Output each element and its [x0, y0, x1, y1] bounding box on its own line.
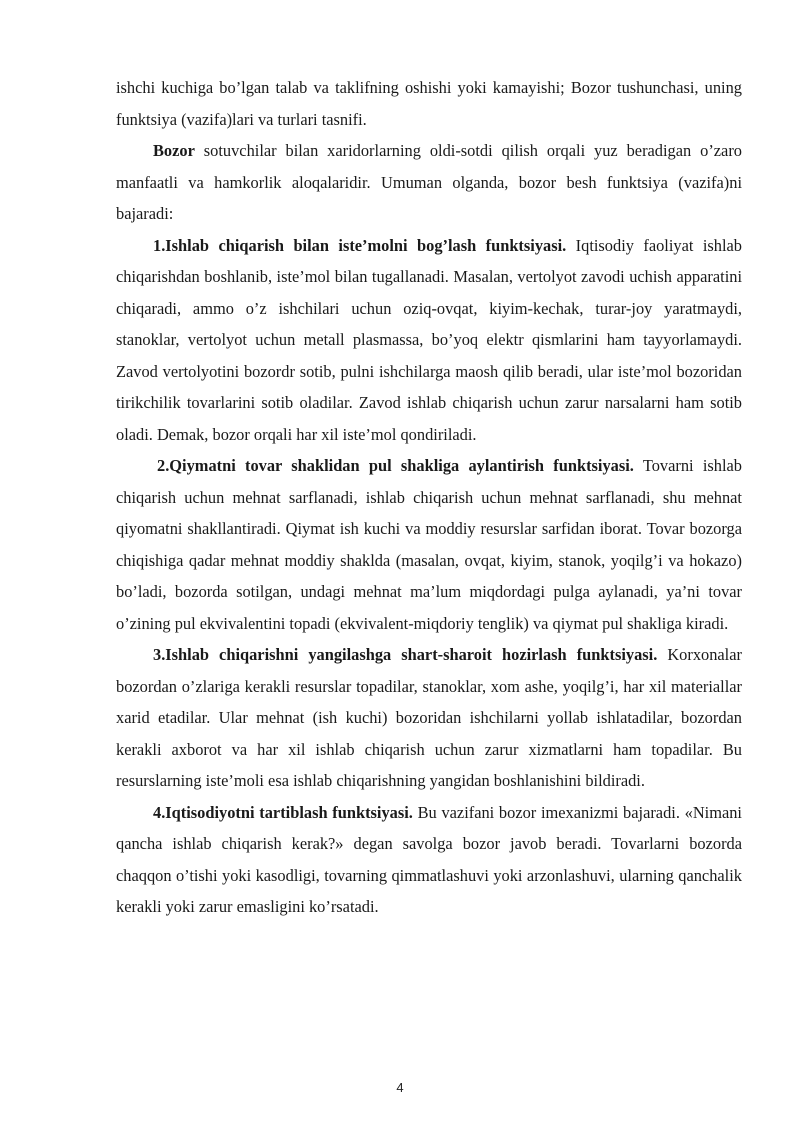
- term-bozor: Bozor: [153, 141, 195, 160]
- paragraph-5-text: Korxonalar bozordan o’zlariga kerakli resurslar topadilar, stanoklar, xom ashe, yoqilg’i, har xil materiallar xarid etadilar. Ular mehnat (ish kuchi) bozoridan ishchilarni yollab ishlatadilar, bozordan kerakli axborot va har xil ishlab chiqarish uchun zarur xizmatlarni ham topadilar. Bu resurslarning iste’moli esa ishlab chiqarishning yangidan boshlanishini bildiradi.: [116, 645, 742, 790]
- paragraph-2-text: sotuvchilar bilan xaridorlarning oldi-sotdi qilish orqali yuz beradigan o’zaro manfaatli va hamkorlik aloqalaridir. Umuman olganda, bozor besh funktsiya (vazifa)ni bajaradi:: [116, 141, 742, 223]
- document-body: [116, 72, 742, 923]
- heading-function-4: 4.Iqtisodiyotni tartiblash funktsiyasi.: [153, 802, 413, 822]
- page-number: 4: [396, 1080, 404, 1095]
- paragraph-1-text: ishchi kuchiga bo’lgan talab va taklifning oshishi yoki kamayishi; Bozor tushunchasi, uning funktsiya (vazifa)lari va turlari tasnifi.: [116, 78, 742, 129]
- paragraph-6: [116, 797, 742, 923]
- paragraph-3-text: Iqtisodiy faoliyat ishlab chiqarishdan boshlanib, iste’mol bilan tugallanadi. Masalan, vertolyot zavodi uchish apparatini chiqaradi, ammo o’z ishchilari uchun oziq-ovqat, kiyim-kechak, turar-joy yaratmaydi, stanoklar, vertolyot uchun metall plasmassa, bo’yoq elektr qismlarini ham tayyorlamaydi. Zavod vertolyotini bozordr sotib, pulni ishchilarga maosh qilib beradi, ular iste’mol bozoridan tirikchilik tovarlarini sotib oladilar. Zavod ishlab chiqarish uchun zarur narsalarni ham sotib oladi. Demak, bozor orqali har xil iste’mol qondiriladi.: [116, 235, 742, 444]
- heading-function-2: 2.Qiymatni tovar shaklidan pul shakliga aylantirish funktsiyasi.: [157, 456, 634, 475]
- heading-function-3: 3.Ishlab chiqarishni yangilashga shart-sharoit hozirlash funktsiyasi.: [153, 645, 658, 664]
- paragraph-4-text: Tovarni ishlab chiqarish uchun mehnat sarflanadi, ishlab chiqarish uchun mehnat sarflanadi, shu mehnat qiyomatni shakllantiradi. Qiymat ish kuchi va moddiy resurslar sarfidan iborat. Tovar bozorga chiqishiga qadar mehnat moddiy shaklda (masalan, ovqat, kiyim, stanok, yoqilg’i va hokazo) bo’ladi, bozorda sotilgan, undagi mehnat ma’lum miqdordagi pulga aylanadi, ya’ni tovar o’zining pul ekvivalentini topadi (ekvivalent-miqdoriy tenglik) va qiymat pul shakliga kiradi.: [116, 456, 742, 633]
- paragraph-2: [116, 135, 742, 230]
- paragraph-6-text: Bu vazifani bozor imexanizmi bajaradi. «Nimani qancha ishlab chiqarish kerak?» degan savolga bozor javob beradi. Tovarlarni bozorda chaqqon o’tishi yoki kasodligi, tovarning qimmatlashuvi yoki arzonlashuvi, ularning qanchalik kerakli yoki zarur emasligini ko’rsatadi.: [116, 802, 742, 916]
- paragraph-5: [116, 639, 742, 797]
- heading-function-1: 1.Ishlab chiqarish bilan iste’molni bog’lash funktsiyasi.: [153, 235, 567, 255]
- paragraph-3: [116, 230, 742, 451]
- paragraph-1: [116, 72, 742, 135]
- paragraph-4: [116, 450, 742, 639]
